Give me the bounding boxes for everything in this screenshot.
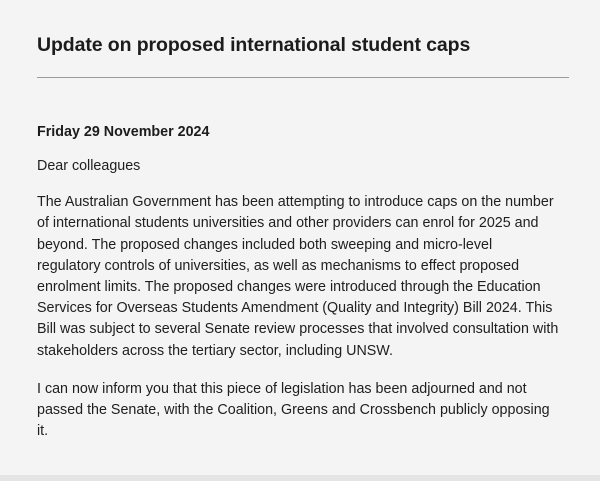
page-title: Update on proposed international student caps (37, 34, 471, 56)
date-heading: Friday 29 November 2024 (37, 124, 210, 140)
greeting: Dear colleagues (37, 158, 141, 174)
body-paragraph-2: I can now inform you that this piece of legislation has been adjourned and not passed the Senate, with the Coalition, Greens and Crossbench publicly opposing it. (37, 380, 550, 440)
body-paragraph-1: The Australian Government has been attempting to introduce caps on the number of international students universities and other providers can enrol for 2025 and beyond. The proposed changes included both sweeping and micro-level regulatory controls of universities, as well as mechanisms to effect proposed enrolment limits. The proposed changes were introduced through the Education Services for Overseas Students Amendment (Quality and Integrity) Bill 2024. This Bill was subject to several Senate review processes that involved consultation with stakeholders across the tertiary sector, including UNSW. (37, 194, 559, 359)
bottom-edge (0, 475, 600, 481)
